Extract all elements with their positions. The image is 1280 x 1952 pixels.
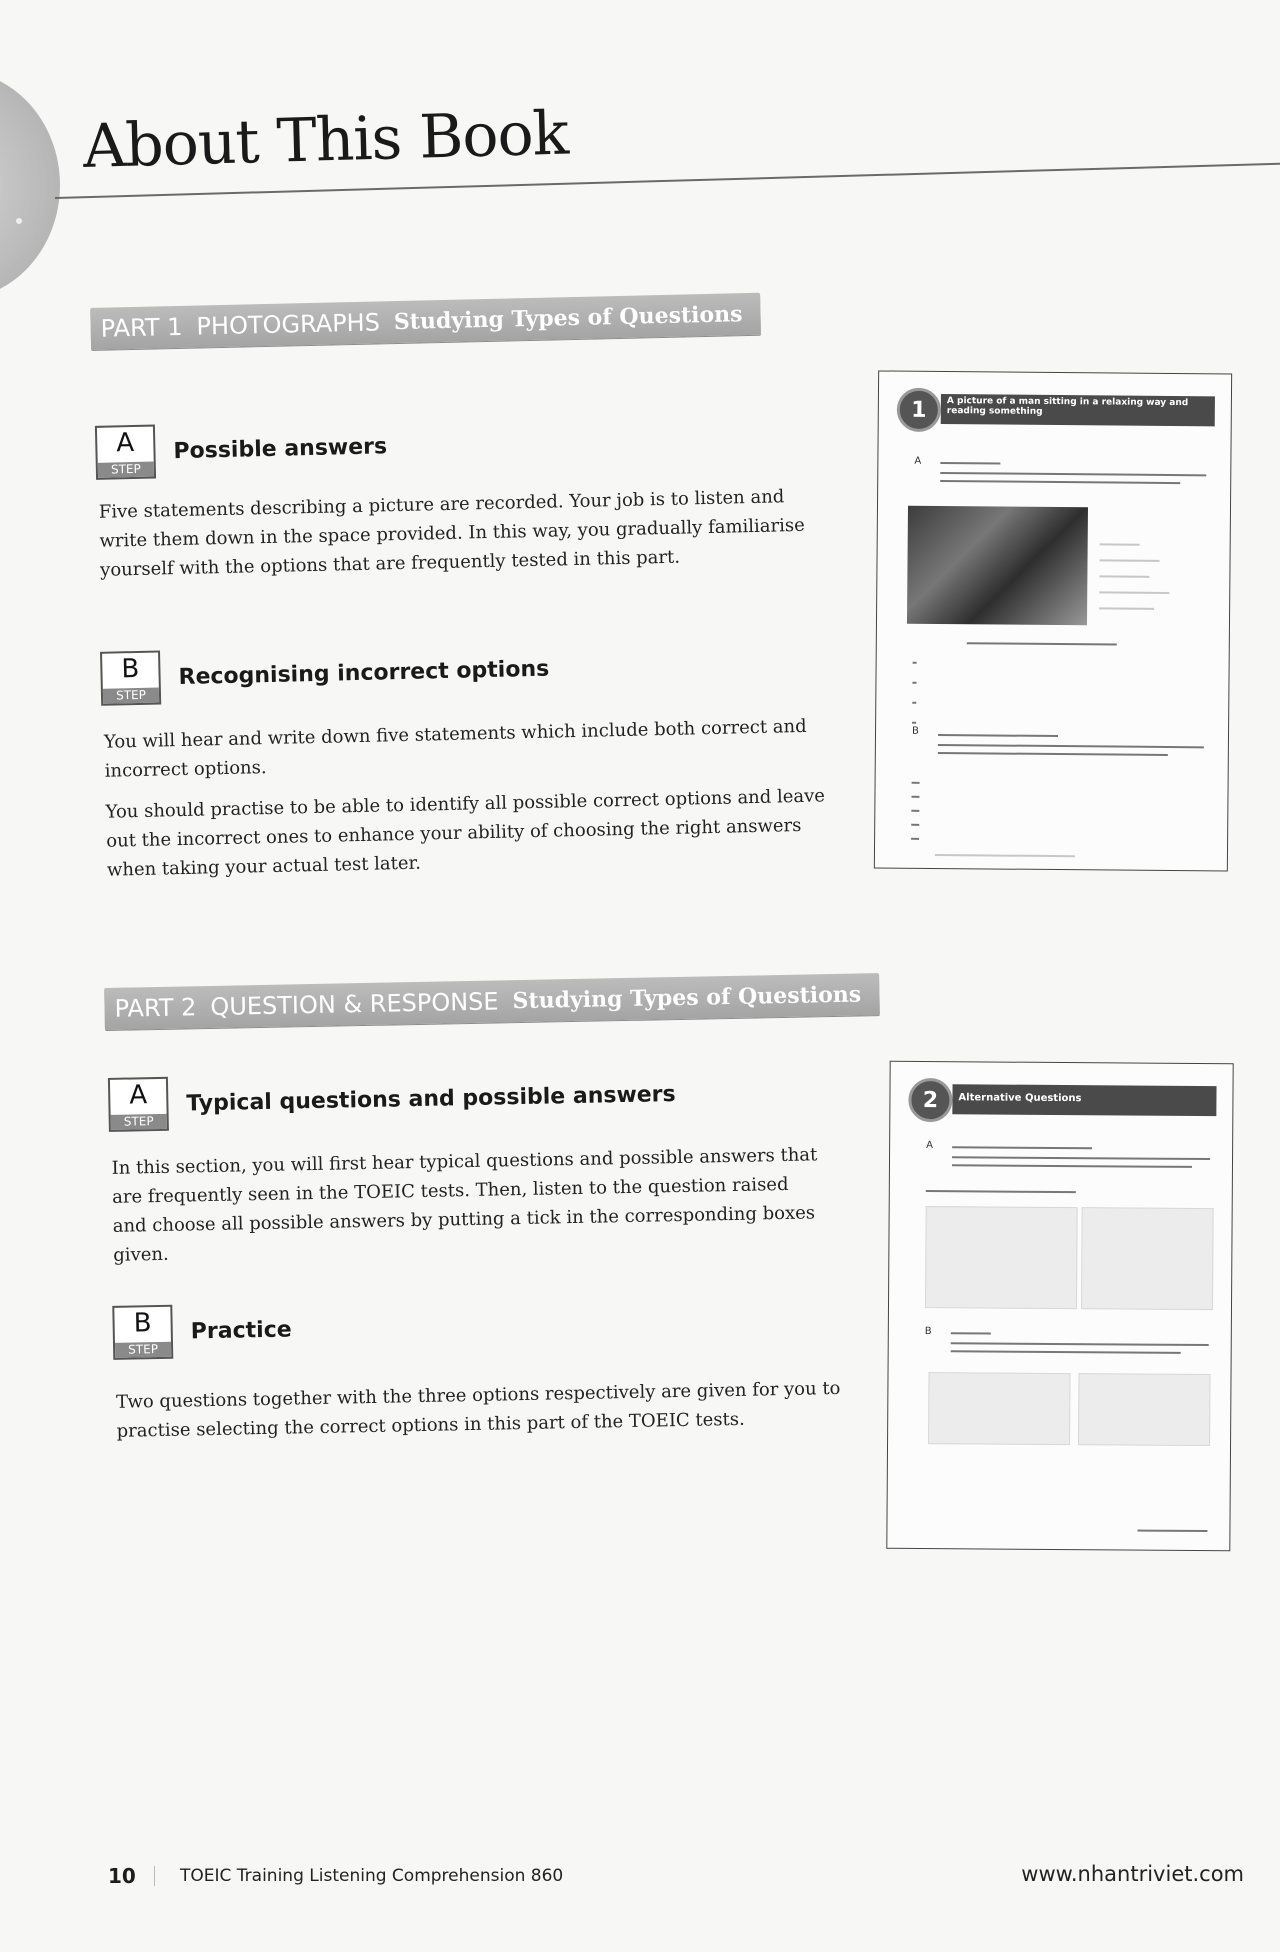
- part1-page-thumbnail: [874, 370, 1232, 871]
- thumbnail-number-badge: 2: [908, 1078, 952, 1122]
- book-title: TOEIC Training Listening Comprehension 860: [180, 1866, 564, 1886]
- part1-step-b-title: Recognising incorrect options: [178, 656, 550, 690]
- part2-step-b-title: Practice: [190, 1316, 292, 1344]
- thumbnail-step-a-letter: A: [914, 455, 922, 467]
- part2-page-thumbnail: [886, 1061, 1233, 1551]
- part2-subtitle: Studying Types of Questions: [512, 981, 862, 1015]
- thumbnail-header: Alternative Questions: [952, 1084, 1216, 1116]
- thumbnail-step-b-letter: B: [911, 725, 919, 737]
- thumbnail-header: A picture of a man sitting in a relaxing way and reading something: [941, 394, 1215, 426]
- thumbnail-number-badge: 1: [897, 388, 941, 432]
- step-badge: [108, 1077, 169, 1132]
- part1-banner: [90, 293, 761, 350]
- thumbnail-photo: [907, 506, 1088, 626]
- part1-subtitle: Studying Types of Questions: [393, 301, 743, 336]
- thumbnail-step-b-letter: B: [924, 1326, 932, 1338]
- page-title: About This Book: [82, 98, 569, 182]
- decorative-disc: [0, 70, 60, 300]
- disc-dot: [16, 218, 22, 224]
- part1-step-b-text1: You will hear and write down five statements which include both correct and incorrect options.: [103, 715, 807, 782]
- part1-label: PART 1: [100, 312, 183, 343]
- step-letter: B: [133, 1308, 152, 1339]
- step-letter: A: [116, 427, 135, 459]
- footer-separator: [154, 1866, 155, 1886]
- part1-step-b: [100, 642, 550, 706]
- step-letter: A: [129, 1080, 148, 1111]
- thumbnail-step-a-letter: A: [926, 1140, 933, 1152]
- step-badge: [112, 1305, 173, 1360]
- part1-step-a: [95, 419, 388, 480]
- step-word: STEP: [103, 687, 159, 703]
- part2-step-a: [108, 1067, 676, 1132]
- step-word: STEP: [98, 462, 154, 478]
- part2-name: QUESTION & RESPONSE: [210, 987, 499, 1021]
- publisher-url: www.nhantriviet.com: [1021, 1862, 1244, 1886]
- page-number: 10: [108, 1864, 136, 1888]
- step-word: STEP: [111, 1114, 167, 1130]
- part1-step-a-text: Five statements describing a picture are recorded. Your job is to listen and write them down in the space provided. In this way, you gradually familiarise yourself with the options that are frequently tested in this part.: [98, 486, 806, 581]
- step-badge: [100, 650, 161, 705]
- part1-name: PHOTOGRAPHS: [196, 308, 381, 341]
- step-letter: B: [121, 653, 140, 685]
- part2-step-a-text: In this section, you will first hear typical questions and possible answers that are frequently seen in the TOEIC tests. Then, listen to the question raised and choose all possible answers by putting a tick in the corresponding boxes given.: [111, 1144, 818, 1266]
- part1-step-a-title: Possible answers: [173, 433, 388, 464]
- part2-banner: [104, 973, 879, 1030]
- page-footer: [0, 1862, 1280, 1892]
- part2-label: PART 2: [114, 993, 197, 1023]
- part1-step-b-text2: You should practise to be able to identify all possible correct options and leave out the incorrect ones to enhance your ability of choosing the right answers when taking your actual test later.: [105, 785, 826, 881]
- step-badge: [95, 425, 156, 480]
- step-word: STEP: [115, 1342, 171, 1358]
- part2-step-a-title: Typical questions and possible answers: [186, 1081, 676, 1116]
- part2-step-b-text: Two questions together with the three options respectively are given for you to practise selecting the correct options in this part of the TOEIC tests.: [115, 1377, 841, 1442]
- part2-step-b: [112, 1302, 292, 1359]
